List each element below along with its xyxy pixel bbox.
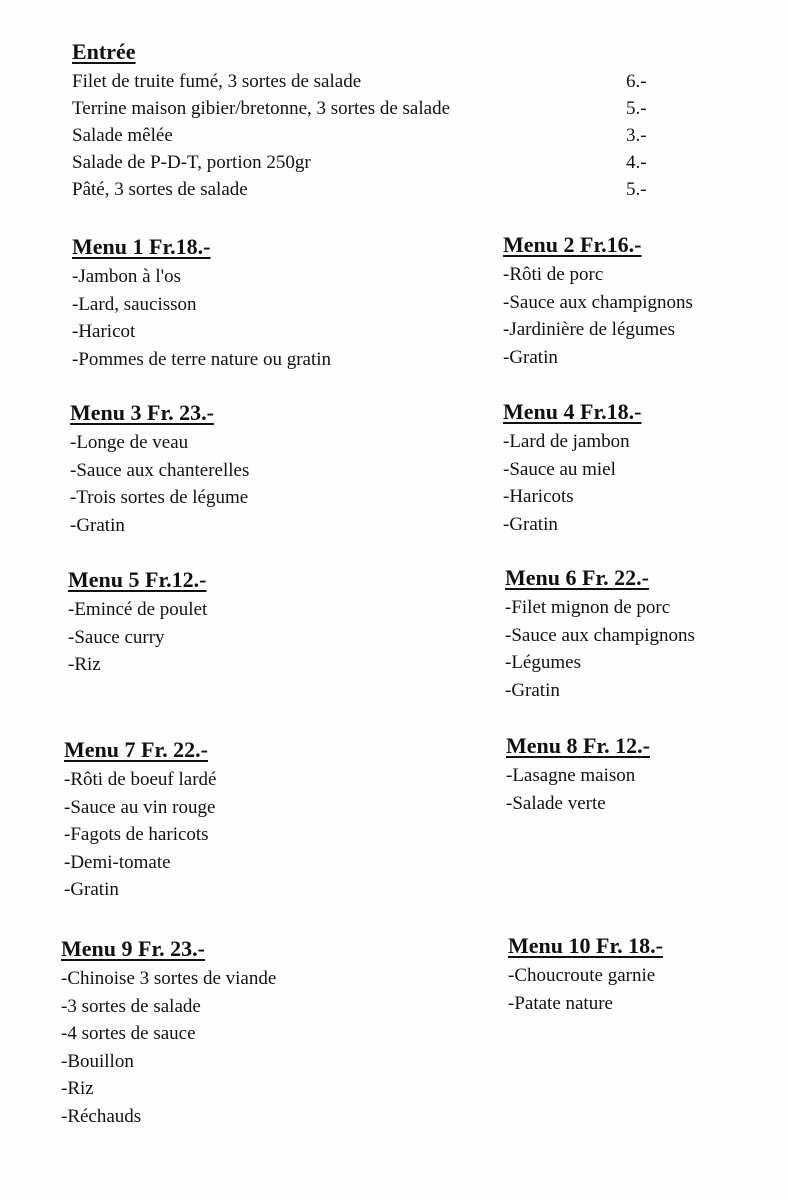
menu-heading: Menu 9 Fr. 23.-: [61, 936, 206, 961]
menu-heading: Menu 6 Fr. 22.-: [505, 565, 650, 590]
menu-9: [61, 935, 361, 1130]
menu-item: -Jambon à l'os: [72, 266, 181, 287]
menu-item: -Sauce curry: [68, 626, 165, 648]
menu-item: -Patate nature: [508, 992, 613, 1014]
menu-item: -Trois sortes de légume: [70, 487, 249, 508]
menu-item: -Sauce aux chanterelles: [70, 459, 250, 481]
menu-1: [72, 233, 372, 373]
menu-item: -Lard, saucisson: [72, 293, 197, 315]
menu-3: [70, 399, 370, 539]
entree-item-price: 3.-: [626, 125, 647, 146]
menu-heading: Menu 10 Fr. 18.-: [508, 933, 664, 958]
menu-item: -Gratin: [64, 879, 119, 900]
menu-heading: Menu 3 Fr. 23.-: [70, 400, 215, 425]
menu-8: [506, 732, 788, 817]
menu-item: -Gratin: [505, 679, 560, 701]
entree-item-name: Terrine maison gibier/bretonne, 3 sortes de salade: [72, 98, 451, 119]
menu-heading: Menu 1 Fr.18.-: [72, 234, 211, 259]
menu-10: [508, 932, 788, 1017]
menu-7: [64, 736, 364, 904]
entree-item-name: Salade de P-D-T, portion 250gr: [72, 152, 311, 173]
menu-item: -Longe de veau: [70, 432, 189, 453]
entree-row: [72, 176, 672, 203]
entree-row: [72, 149, 672, 176]
menu-item: -Riz: [61, 1078, 94, 1099]
menu-5: [68, 566, 368, 679]
menu-item: -Sauce au miel: [503, 458, 616, 480]
menu-item: -Rôti de porc: [503, 264, 604, 285]
menu-item: -Rôti de boeuf lardé: [64, 769, 217, 790]
menu-heading: Menu 2 Fr.16.-: [503, 232, 642, 257]
menu-heading: Menu 7 Fr. 22.-: [64, 737, 209, 762]
menu-item: -Gratin: [503, 346, 558, 368]
menu-item: -4 sortes de sauce: [61, 1023, 196, 1044]
menu-item: -Riz: [68, 654, 101, 675]
menu-item: -Pommes de terre nature ou gratin: [72, 348, 332, 370]
menu-heading: Menu 5 Fr.12.-: [68, 567, 207, 592]
menu-6: [505, 564, 788, 704]
entree-item-price: 6.-: [626, 71, 647, 92]
entree-row: [72, 95, 672, 122]
menu-item: -3 sortes de salade: [61, 995, 201, 1017]
entree-item-price: 5.-: [626, 98, 647, 119]
menu-heading: Menu 8 Fr. 12.-: [506, 733, 651, 758]
menu-item: -Sauce aux champignons: [503, 291, 693, 313]
entree-item-name: Filet de truite fumé, 3 sortes de salade: [72, 71, 362, 92]
menu-2: [503, 231, 788, 371]
entree-item-price: 4.-: [626, 152, 647, 173]
entree-row: [72, 68, 672, 95]
menu-item: -Lasagne maison: [506, 765, 636, 786]
entree-section: [72, 38, 672, 203]
entree-heading: Entrée: [72, 39, 136, 64]
menu-item: -Sauce aux champignons: [505, 624, 695, 646]
menu-item: -Jardinière de légumes: [503, 319, 675, 340]
menu-item: -Chinoise 3 sortes de viande: [61, 968, 277, 989]
menu-item: -Légumes: [505, 652, 581, 673]
menu-item: -Bouillon: [61, 1050, 134, 1072]
menu-item: -Filet mignon de porc: [505, 597, 671, 618]
menu-item: -Fagots de haricots: [64, 824, 209, 845]
menu-4: [503, 398, 788, 538]
entree-item-name: Pâté, 3 sortes de salade: [72, 179, 248, 200]
menu-item: -Réchauds: [61, 1105, 142, 1127]
menu-item: -Gratin: [70, 514, 125, 536]
entree-item-name: Salade mêlée: [72, 125, 173, 146]
menu-item: -Lard de jambon: [503, 431, 630, 452]
menu-heading: Menu 4 Fr.18.-: [503, 399, 642, 424]
menu-item: -Emincé de poulet: [68, 599, 208, 620]
menu-item: -Sauce au vin rouge: [64, 796, 216, 818]
menu-item: -Haricot: [72, 321, 136, 342]
menu-item: -Choucroute garnie: [508, 965, 656, 986]
menu-item: -Gratin: [503, 513, 558, 535]
menu-item: -Salade verte: [506, 792, 606, 814]
entree-row: [72, 122, 672, 149]
entree-item-price: 5.-: [626, 179, 647, 200]
menu-item: -Haricots: [503, 486, 574, 507]
menu-item: -Demi-tomate: [64, 851, 171, 873]
